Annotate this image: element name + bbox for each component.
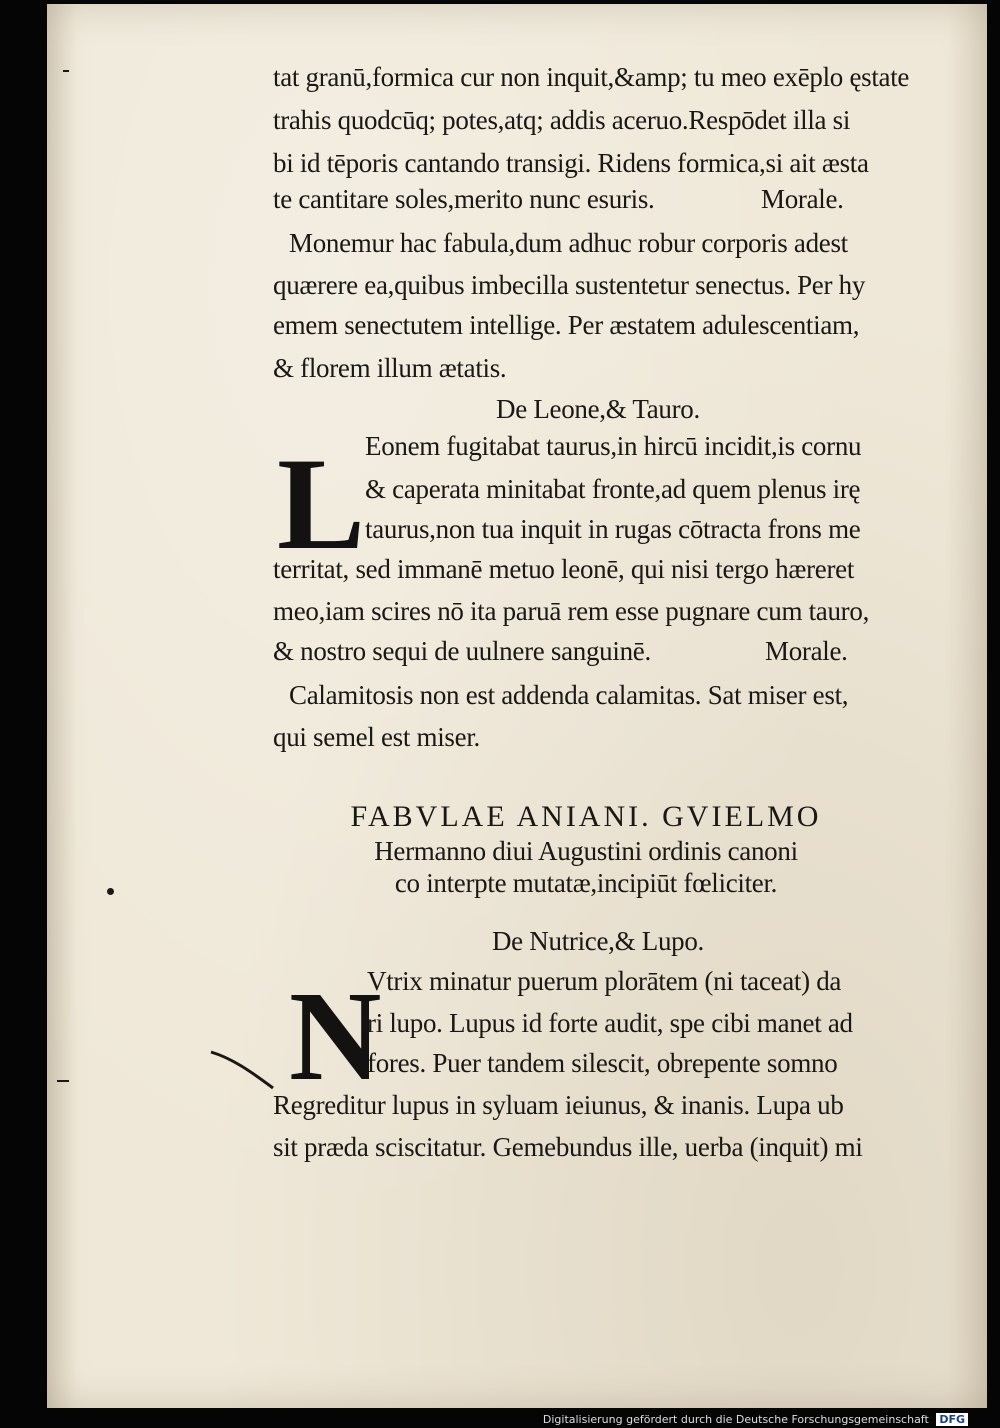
text-line: fores. Puer tandem silescit, obrepente somno (367, 1048, 838, 1078)
drop-capital: L (277, 430, 365, 577)
drop-capital: N (289, 965, 382, 1107)
text-line: Monemur hac fabula,dum adhuc robur corporis adest (289, 228, 848, 258)
section-title: FABVLAE ANIANI. GVIELMO (350, 800, 822, 833)
text-line: meo,iam scires nō ita paruā rem esse pugnare cum tauro, (273, 596, 870, 626)
text-line: taurus,non tua inquit in rugas cōtracta frons me (365, 514, 861, 544)
text-line: & nostro sequi de uulnere sanguinē. (273, 636, 651, 666)
margin-dot (107, 888, 114, 895)
margin-mark (57, 1080, 69, 1082)
fable-heading: De Nutrice,& Lupo. (491, 926, 705, 956)
text-line: Calamitosis non est addenda calamitas. Sat miser est, (289, 680, 849, 710)
morale-label: Morale. (765, 636, 848, 666)
text-line: bi id tēporis cantando transigi. Ridens formica,si ait æsta (273, 148, 869, 178)
text-line: trahis quodcūq; potes,atq; addis aceruo.Respōdet illa si (273, 105, 851, 135)
text-line: sit præda sciscitatur. Gemebundus ille, uerba (inquit) mi (273, 1132, 863, 1162)
section-subtitle: co interpte mutatæ,incipiūt fœliciter. (394, 868, 778, 898)
section-subtitle: Hermanno diui Augustini ordinis canoni (374, 836, 798, 866)
text-line: & caperata minitabat fronte,ad quem plenus irę (365, 474, 861, 504)
digitization-credit (543, 1413, 968, 1426)
text-line: ri lupo. Lupus id forte audit, spe cibi manet ad (367, 1008, 853, 1038)
text-line: Regreditur lupus in syluam ieiunus, & inanis. Lupa ub (273, 1090, 844, 1120)
text-line: Eonem fugitabat taurus,in hircū incidit,is cornu (365, 431, 862, 461)
text-line: & florem illum ætatis. (273, 353, 507, 383)
text-line: tat granū,formica cur non inquit,&amp; tu meo exēplo ęstate (273, 62, 910, 92)
text-line: emem senectutem intellige. Per æstatem adulescentiam, (273, 310, 860, 340)
text-line: Vtrix minatur puerum plorātem (ni taceat) da (367, 966, 842, 996)
margin-mark (63, 70, 69, 72)
text-line: quærere ea,quibus imbecilla sustentetur senectus. Per hy (273, 270, 866, 300)
text-line: qui semel est miser. (273, 722, 480, 752)
text-line: territat, sed immanē metuo leonē, qui nisi tergo hæreret (273, 554, 855, 584)
book-page (47, 4, 987, 1408)
dfg-logo: DFG (936, 1413, 968, 1426)
morale-label: Morale. (761, 184, 844, 214)
credit-text: Digitalisierung gefördert durch die Deutsche Forschungsgemeinschaft (542, 1413, 929, 1426)
text-line: te cantitare soles,merito nunc esuris. (273, 184, 655, 214)
bracket-stroke (209, 1044, 289, 1094)
fable-heading: De Leone,& Tauro. (496, 394, 700, 424)
